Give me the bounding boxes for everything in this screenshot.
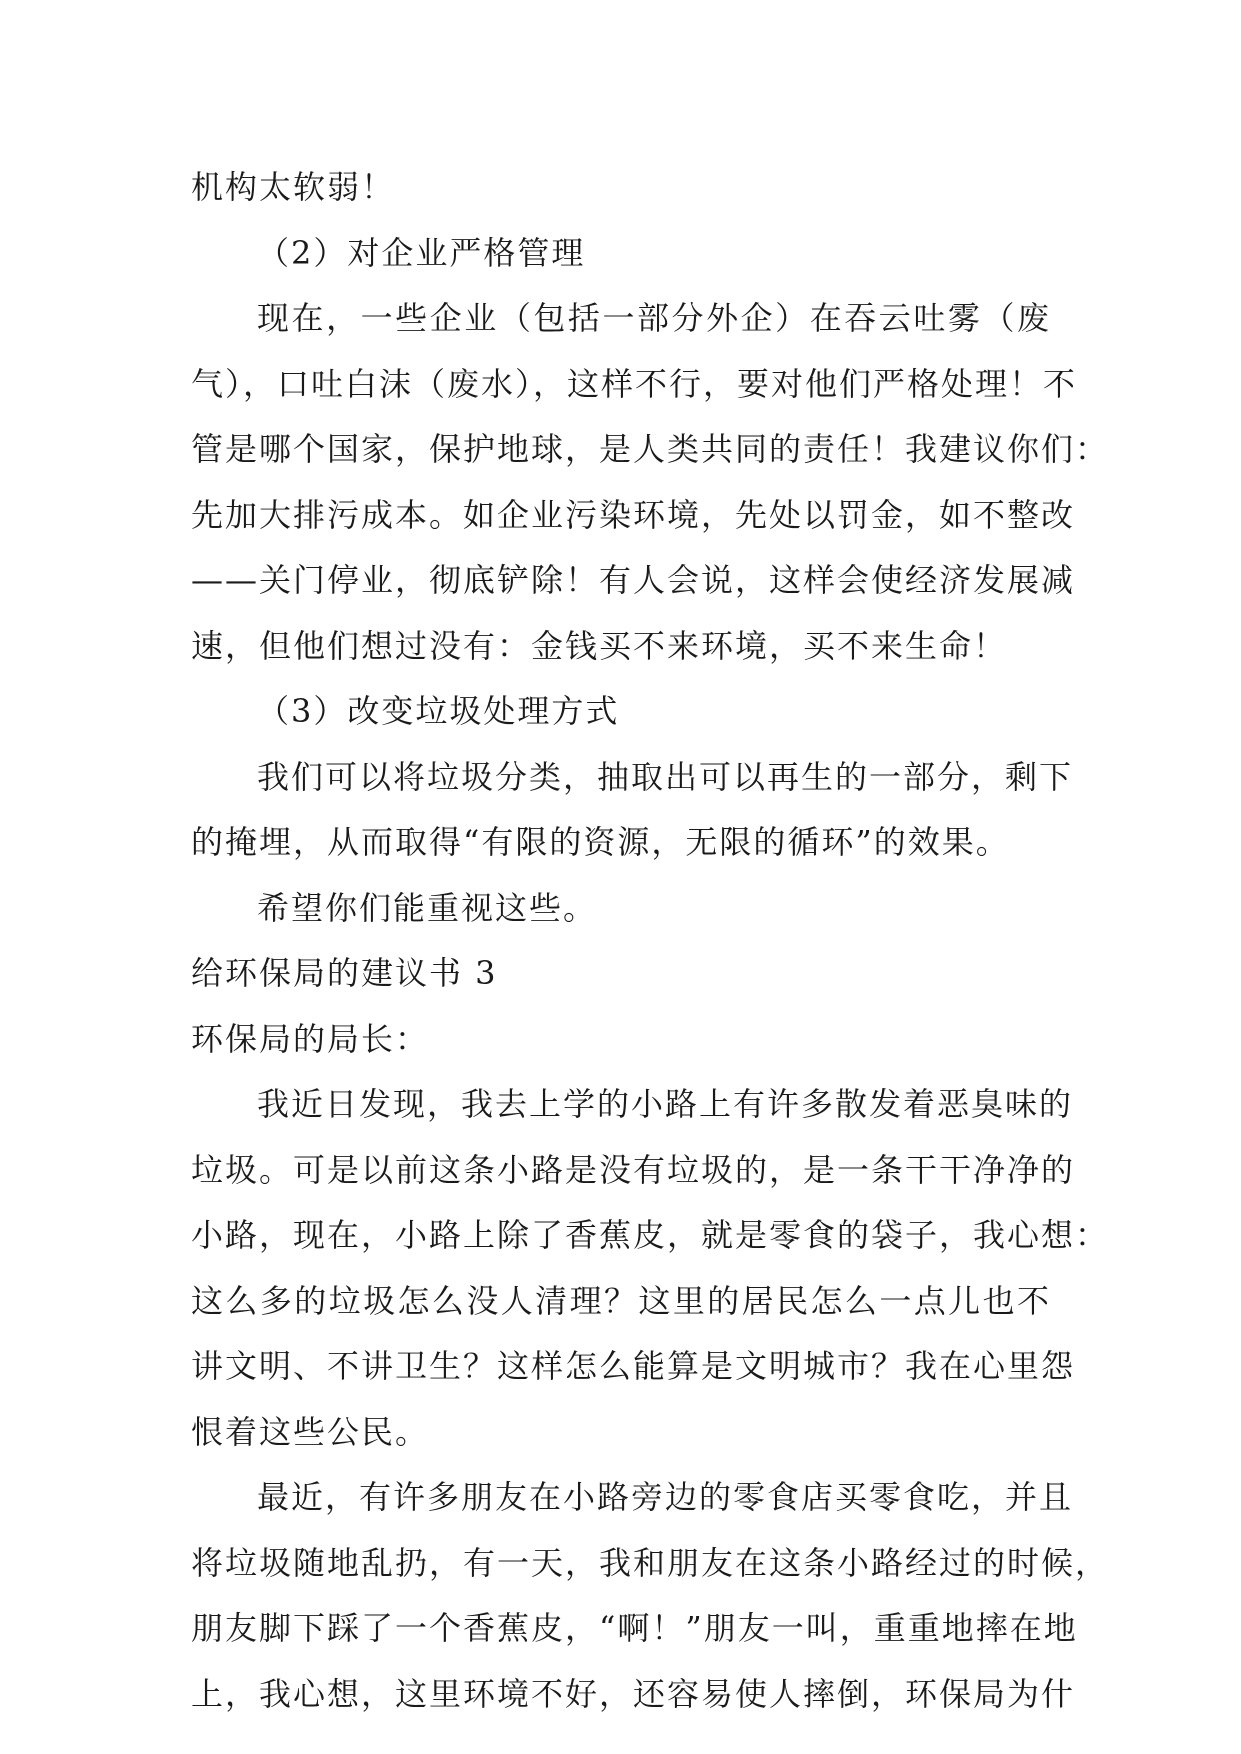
text-line: 恨着这些公民。 xyxy=(191,1412,430,1451)
text-line: 先加大排污成本。如企业污染环境，先处以罚金，如不整改 xyxy=(191,495,1076,534)
document-title: 给环保局的建议书 3 xyxy=(191,954,498,992)
text-line: 将垃圾随地乱扔，有一天，我和朋友在这条小路经过的时候， xyxy=(191,1543,1110,1582)
text-line: 上，我心想，这里环境不好，还容易使人摔倒，环保局为什 xyxy=(191,1674,1076,1713)
text-line: 的掩埋，从而取得“有限的资源，无限的循环”的效果。 xyxy=(191,823,1010,861)
text-line: 管是哪个国家，保护地球，是人类共同的责任！我建议你们： xyxy=(191,430,1110,468)
text-line: 朋友脚下踩了一个香蕉皮，“啊！”朋友一叫，重重地摔在地 xyxy=(191,1609,1078,1647)
section-heading: （2）对企业严格管理 xyxy=(257,233,586,272)
text-line: 我们可以将垃圾分类，抽取出可以再生的一部分，剩下 xyxy=(257,757,1074,796)
text-line: ——关门停业，彻底铲除！有人会说，这样会使经济发展减 xyxy=(191,561,1076,599)
text-line: 讲文明、不讲卫生？这样怎么能算是文明城市？我在心里怨 xyxy=(191,1347,1076,1385)
text-line: 最近，有许多朋友在小路旁边的零食店买零食吃，并且 xyxy=(257,1478,1074,1516)
text-line: 速，但他们想过没有：金钱买不来环境，买不来生命！ xyxy=(191,626,1008,665)
text-line: 气），口吐白沫（废水），这样不行，要对他们严格处理！不 xyxy=(191,364,1078,403)
salutation: 环保局的局长： xyxy=(191,1019,430,1058)
text-line: 现在，一些企业（包括一部分外企）在吞云吐雾（废 xyxy=(257,299,1051,337)
text-line: 垃圾。可是以前这条小路是没有垃圾的，是一条干干净净的 xyxy=(191,1150,1076,1189)
text-line: 希望你们能重视这些。 xyxy=(257,888,598,927)
text-line: 我近日发现，我去上学的小路上有许多散发着恶臭味的 xyxy=(257,1085,1074,1123)
text-line: 机构太软弱！ xyxy=(191,168,396,206)
text-line: 小路，现在，小路上除了香蕉皮，就是零食的袋子，我心想： xyxy=(191,1216,1110,1254)
section-heading: （3）改变垃圾处理方式 xyxy=(257,692,620,730)
text-line: 这么多的垃圾怎么没人清理？这里的居民怎么一点儿也不 xyxy=(191,1281,1051,1320)
document-page xyxy=(191,155,1110,1727)
